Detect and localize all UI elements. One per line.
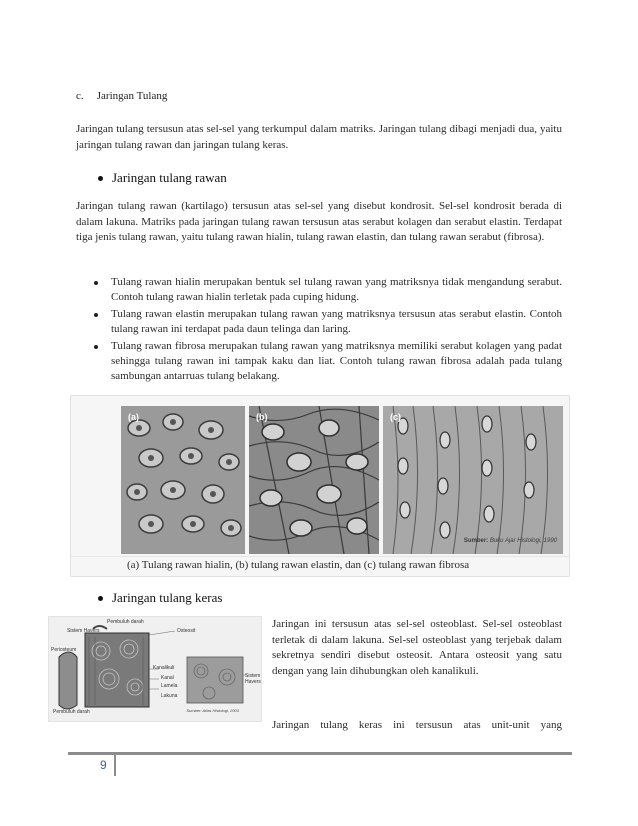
keras-paragraph-2: Jaringan tulang keras ini tersusun atas unit-unit yang — [272, 719, 562, 731]
intro-paragraph: Jaringan tulang tersusun atas sel-sel yang terkumpul dalam matriks. Jaringan tulang dibagi menjadi dua, yaitu jaringan tulang rawan dan jaringan tulang keras. — [76, 123, 562, 151]
label-kanalikuli: Kanalikuli — [153, 665, 175, 671]
page-number: 9 — [100, 758, 107, 772]
page-number-divider — [114, 754, 116, 776]
panel-a-label: (a) — [128, 412, 139, 422]
panel-c-label: (c) — [390, 412, 401, 422]
figure-source-text: Buku Ajar Histologi, 1990 — [489, 538, 557, 544]
rawan-bullet-list — [92, 275, 562, 386]
fibrous-cartilage-image — [383, 406, 563, 554]
label-kanal: Kanal — [161, 675, 174, 681]
section-letter: c. — [76, 90, 84, 102]
figure-source — [464, 538, 557, 544]
hyaline-cartilage-image — [121, 406, 245, 554]
bullet-icon — [98, 596, 103, 601]
list-item-text: Tulang rawan hialin merupakan bentuk sel tulang rawan yang matriksnya tidak mengandung serabut. Contoh tulang rawan hialin terletak pada cuping hidung. — [111, 276, 562, 303]
keras-paragraph-1: Jaringan ini tersusun atas sel-sel osteoblast. Sel-sel osteoblast terletak di dalam lakuna. Sel-sel osteoblast yang terjebak dalam sekretnya sendiri disebut osteosit. Antara osteosit yang satu dengan yang lain dihubungkan oleh kanalikuli. — [272, 618, 562, 677]
label-sistem-havers-right: Sistem Havers — [245, 673, 261, 685]
elastic-cartilage-image — [249, 406, 379, 554]
label-pembuluh-darah-top: Pembuluh darah — [107, 619, 144, 625]
figure-caption: (a) Tulang rawan hialin, (b) tulang rawan elastin, dan (c) tulang rawan fibrosa — [71, 556, 569, 571]
rawan-heading — [98, 170, 227, 186]
figure-source-label: Sumber: — [463, 538, 489, 544]
rawan-paragraph: Jaringan tulang rawan (kartilago) tersusun atas sel-sel yang disebut kondrosit. Sel-sel kondrosit berada di dalam lakuna. Matriks pada jaringan tulang rawan tersusun atas serabut kolagen dan serabut elastin. Terdapat tiga jenis tulang rawan, yaitu tulang rawan hialin, tulang rawan elastin, dan tulang rawan serabut (fibrosa). — [76, 200, 562, 243]
section-title: Jaringan Tulang — [96, 90, 168, 102]
bullet-icon — [94, 281, 98, 285]
label-lakuna: Lakuna — [161, 693, 178, 699]
cartilage-figure — [70, 395, 570, 577]
bullet-icon — [94, 313, 98, 317]
panel-b-label: (b) — [256, 412, 268, 422]
list-item — [92, 339, 562, 384]
list-item — [92, 275, 562, 305]
label-lamela: Lamela — [161, 683, 178, 689]
bullet-icon — [98, 176, 103, 181]
section-heading — [76, 90, 167, 102]
footer-divider — [68, 752, 572, 755]
bullet-icon — [94, 345, 98, 349]
label-osteosit: Osteosit — [177, 628, 196, 634]
list-item-text: Tulang rawan elastin merupakan tulang rawan yang matriksnya tersusun atas serabut elastin. Contoh tulang rawan ini terdapat pada daun telinga dan laring. — [111, 308, 562, 335]
rawan-heading-text: Jaringan tulang rawan — [112, 170, 227, 185]
list-item-text: Tulang rawan fibrosa merupakan tulang rawan yang matriksnya memiliki serabut kolagen yang padat sehingga tulang rawan ini tampak kaku dan liat. Contoh tulang rawan fibrosa adalah pada tulang sambungan antarruas tulang belakang. — [111, 340, 562, 382]
label-pembuluh-darah-bottom: Pembuluh darah — [53, 709, 90, 715]
list-item — [92, 307, 562, 337]
keras-heading — [98, 590, 222, 606]
keras-heading-text: Jaringan tulang keras — [112, 590, 223, 605]
label-periosteum: Periosteum — [51, 647, 77, 653]
bone-figure-source: Sumber: Atlas Histologi, 2003 — [186, 708, 239, 713]
label-sistem-havers: Sistem Havers — [67, 628, 100, 634]
bone-structure-figure — [48, 616, 262, 722]
